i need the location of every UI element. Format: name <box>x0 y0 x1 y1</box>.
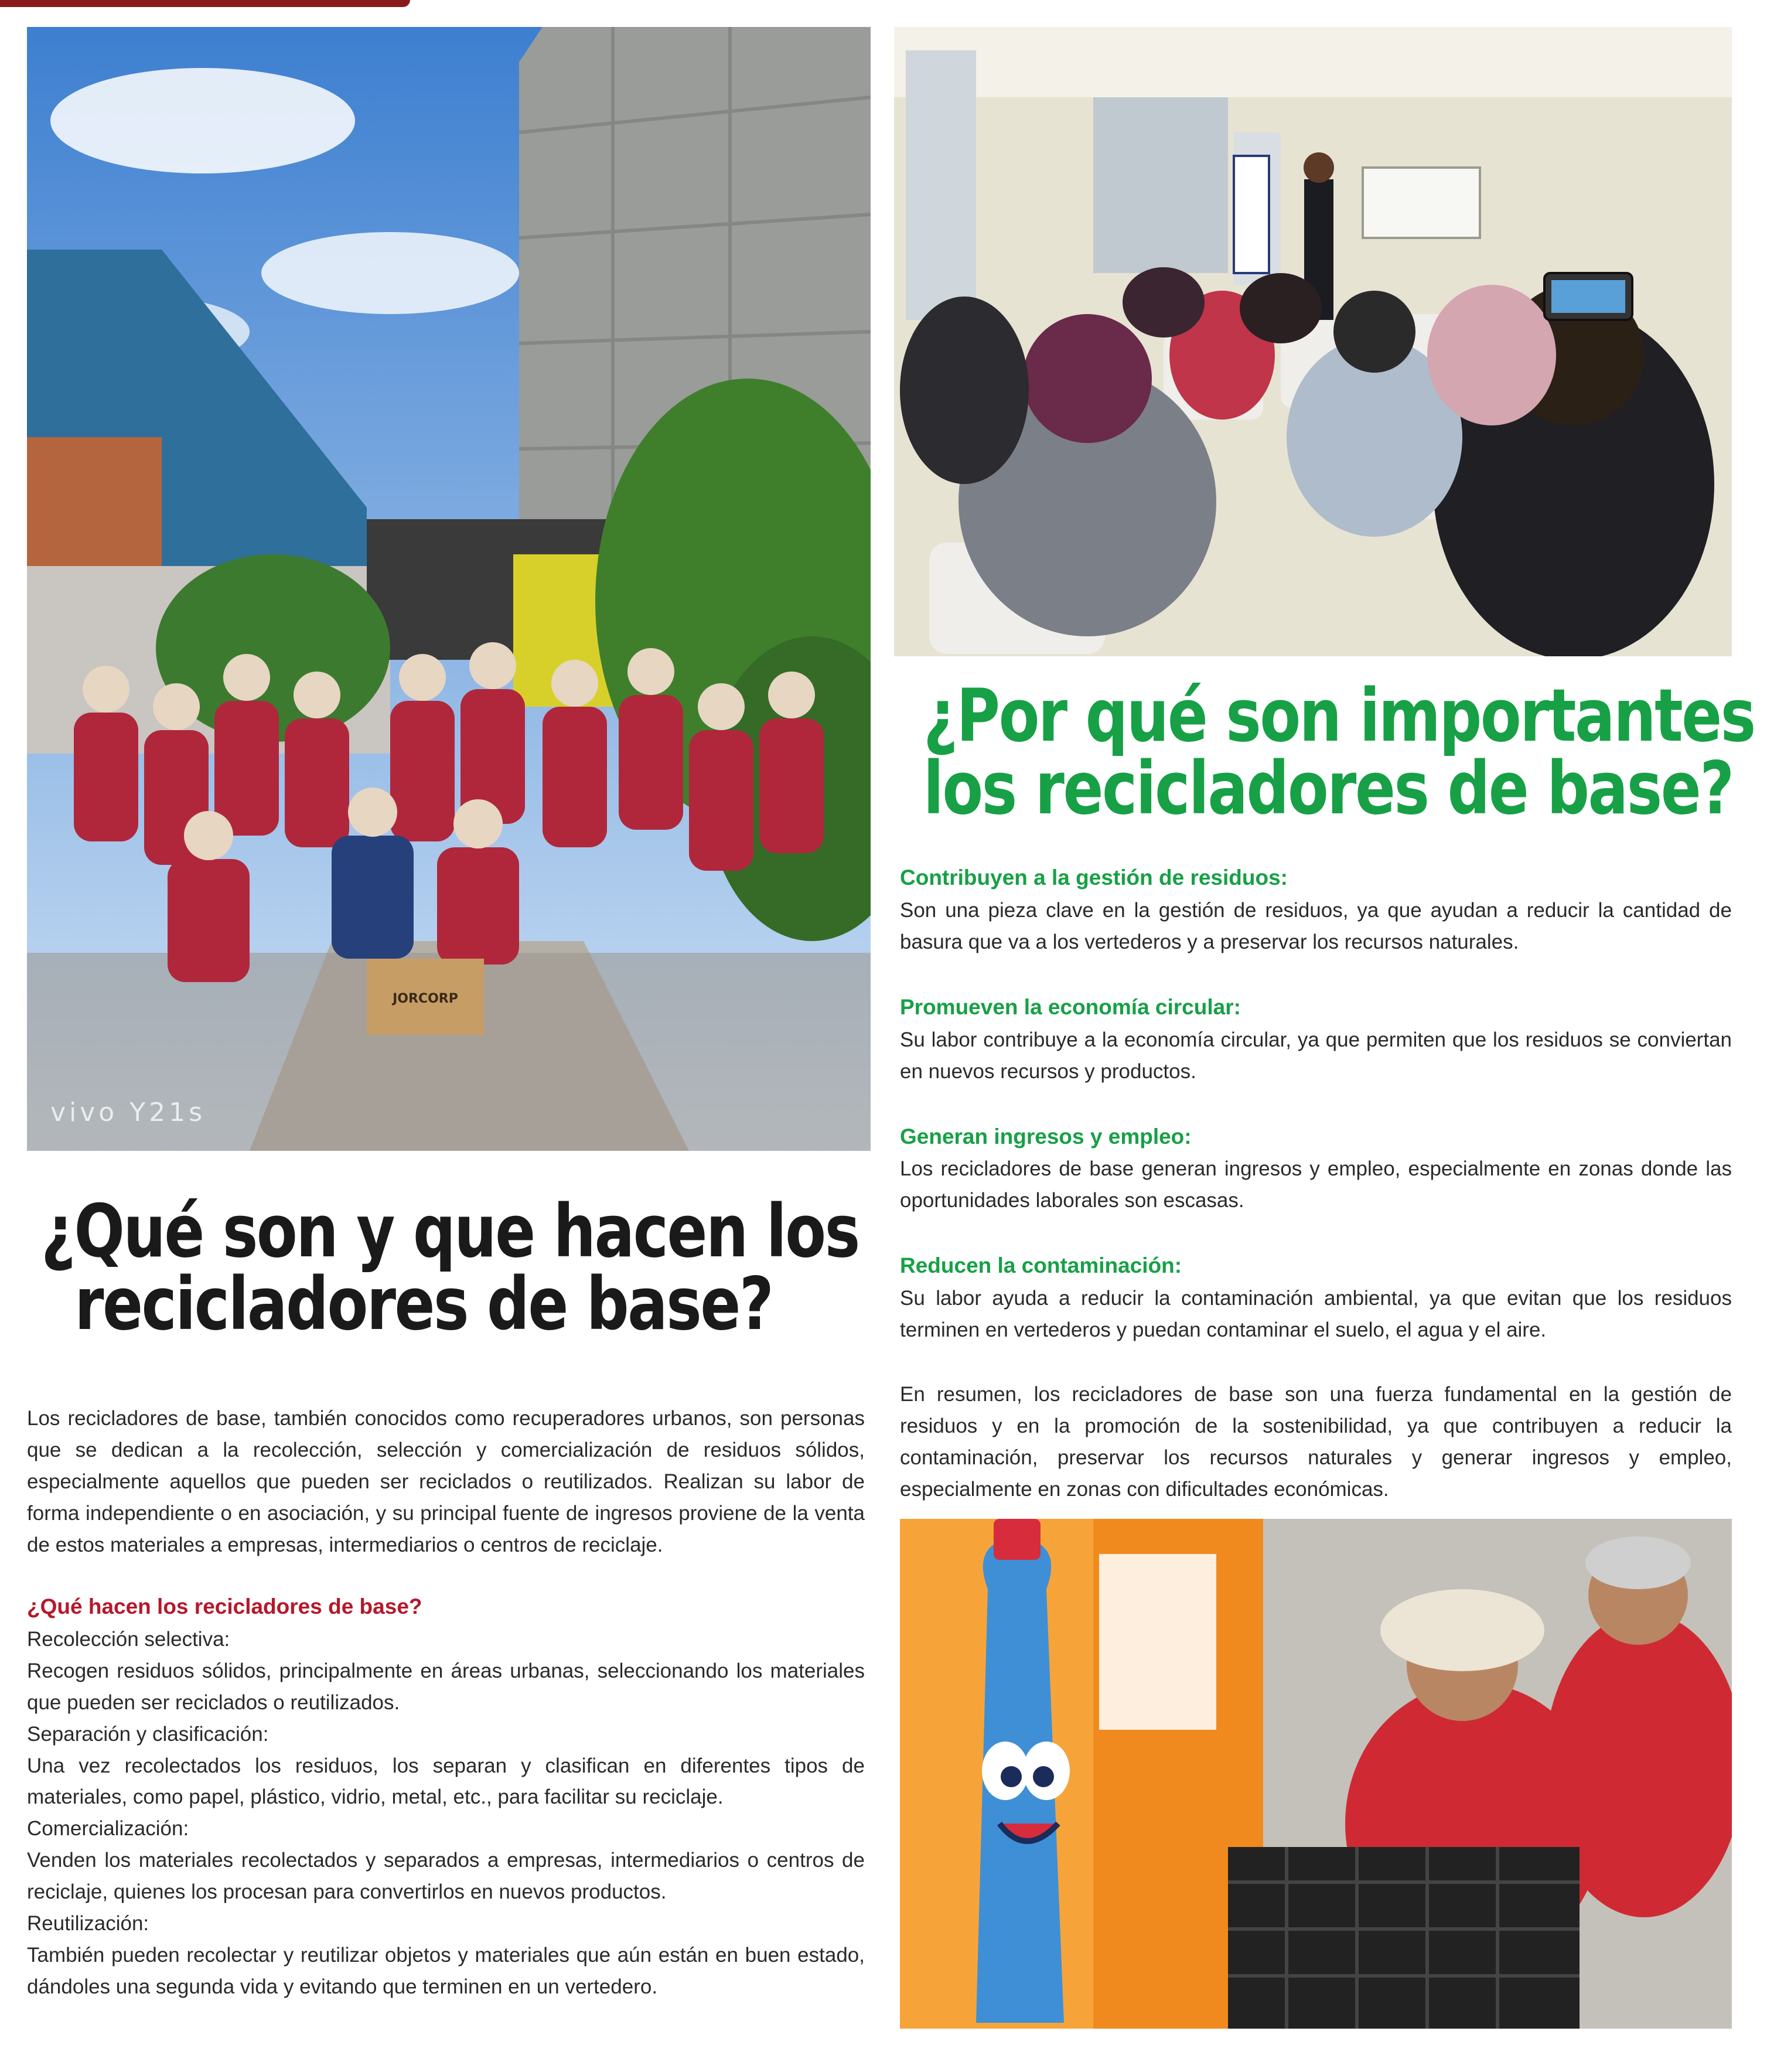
benefit-text: Los recicladores de base generan ingresos y empleo, especialmente en zonas donde las oportunidades laborales son escasas. <box>900 1157 1732 1212</box>
benefit-text: Su labor contribuye a la economía circular, ya que permiten que los residuos se conviertan en nuevos recursos y productos. <box>900 1028 1732 1083</box>
intro-paragraph: Los recicladores de base, también conocidos como recuperadores urbanos, son personas que se dedican a la recolección, selección y comercialización de residuos sólidos, especialmente aquellos que pueden ser reciclados o reutilizados. Realizan su labor de forma independiente o en asociación, y su principal fuente de ingresos proviene de la venta de estos materiales a empresas, intermediarios o centros de reciclaje. <box>27 1407 865 1556</box>
right-headline <box>923 674 1755 831</box>
main-headline-line2: recicladores de base? <box>74 1262 773 1347</box>
activity-title: Separación y clasificación: <box>27 1722 269 1746</box>
main-headline <box>41 1190 859 1347</box>
benefit-title: Generan ingresos y empleo: <box>900 1124 1192 1149</box>
what-they-do-section <box>27 1590 865 2003</box>
benefit-title: Promueven la economía circular: <box>900 994 1241 1019</box>
benefit-title: Contribuyen a la gestión de residuos: <box>900 865 1288 890</box>
section-title: ¿Qué hacen los recicladores de base? <box>27 1594 422 1618</box>
activity-title: Reutilización: <box>27 1911 149 1935</box>
activity-text: Venden los materiales recolectados y separados a empresas, intermediarios o centros de reciclaje, quienes los procesan para convertirlos en nuevos productos. <box>27 1849 865 1904</box>
activity-text: También pueden recolectar y reutilizar objetos y materiales que aún están en buen estado, dándoles una segunda vida y evitando que terminen en un vertedero. <box>27 1943 865 1998</box>
box-text: JORCORP <box>393 991 458 1006</box>
benefit-block <box>900 991 1732 1088</box>
collection-point-photo <box>900 1519 1732 2029</box>
main-headline-line1: ¿Qué son y que hacen los <box>41 1190 859 1274</box>
group-photo <box>27 27 871 1151</box>
benefit-block <box>900 1120 1732 1217</box>
camera-watermark: vivo Y21s <box>50 1098 206 1127</box>
benefit-title: Reducen la contaminación: <box>900 1253 1182 1278</box>
activity-text: Recogen residuos sólidos, principalmente en áreas urbanas, seleccionando los materiales que pueden ser reciclados o reutilizados. <box>27 1659 865 1714</box>
benefit-text: Son una pieza clave en la gestión de residuos, ya que ayudan a reducir la cantidad de basura que va a los vertederos y a preservar los recursos naturales. <box>900 898 1732 953</box>
right-headline-line2: los recicladores de base? <box>923 747 1733 831</box>
classroom-photo <box>894 27 1732 656</box>
summary-text: En resumen, los recicladores de base son una fuerza fundamental en la gestión de residuos y en la promoción de la sostenibilidad, ya que contribuyen a reducir la contaminación, preservar los recursos naturales y generar ingresos y empleo, especialmente en zonas con dificultades económicas. <box>900 1383 1732 1501</box>
benefit-text: Su labor ayuda a reducir la contaminación ambiental, ya que evitan que los residuos terminen en vertederos y puedan contaminar el suelo, el agua y el aire. <box>900 1287 1732 1342</box>
activity-title: Recolección selectiva: <box>27 1627 230 1651</box>
top-accent-bar <box>0 0 410 7</box>
right-headline-line1: ¿Por qué son importantes <box>923 674 1755 758</box>
benefit-block <box>900 861 1732 958</box>
benefit-block <box>900 1249 1732 1346</box>
summary-block <box>900 1379 1732 1505</box>
activity-title: Comercialización: <box>27 1817 189 1841</box>
activity-text: Una vez recolectados los residuos, los separan y clasifican en diferentes tipos de materiales, como papel, plástico, vidrio, metal, etc., para facilitar su reciclaje. <box>27 1754 865 1809</box>
right-column <box>900 861 1732 1538</box>
